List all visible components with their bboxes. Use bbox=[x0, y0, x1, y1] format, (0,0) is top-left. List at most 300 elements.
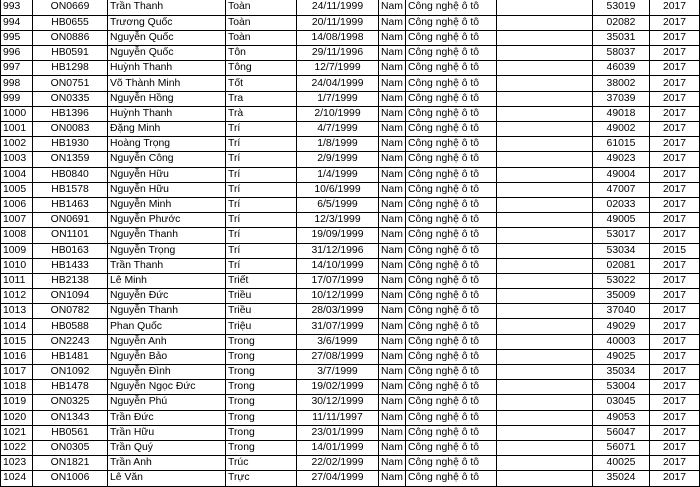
blank-cell-cell bbox=[497, 365, 593, 380]
major-cell: Công nghệ ô tô bbox=[406, 440, 497, 455]
blank-cell-cell bbox=[497, 319, 593, 334]
birth-date-cell: 29/11/1996 bbox=[297, 46, 379, 61]
code-cell: 03045 bbox=[593, 395, 650, 410]
code-cell: 49002 bbox=[593, 122, 650, 137]
birth-date-cell: 22/02/1999 bbox=[297, 456, 379, 471]
blank-cell-cell bbox=[497, 334, 593, 349]
given-name-cell: Trong bbox=[226, 365, 297, 380]
birth-date-cell: 19/02/1999 bbox=[297, 380, 379, 395]
family-name-cell: Trần Đức bbox=[108, 410, 226, 425]
blank-cell-cell bbox=[497, 456, 593, 471]
row-number-cell: 1017 bbox=[1, 365, 33, 380]
family-name-cell: Huỳnh Thanh bbox=[108, 106, 226, 121]
student-id-cell: ON0751 bbox=[33, 76, 108, 91]
table-body bbox=[1, 0, 700, 486]
table-row bbox=[1, 380, 700, 395]
table-row bbox=[1, 304, 700, 319]
year-cell: 2017 bbox=[650, 289, 700, 304]
table-row bbox=[1, 349, 700, 364]
year-cell: 2017 bbox=[650, 76, 700, 91]
row-number-cell: 1005 bbox=[1, 182, 33, 197]
code-cell: 49053 bbox=[593, 410, 650, 425]
gender-cell: Nam bbox=[379, 197, 406, 212]
family-name-cell: Trần Hữu bbox=[108, 425, 226, 440]
row-number-cell: 1024 bbox=[1, 471, 33, 486]
family-name-cell: Nguyễn Quốc bbox=[108, 30, 226, 45]
row-number-cell: 1007 bbox=[1, 213, 33, 228]
year-cell: 2017 bbox=[650, 440, 700, 455]
gender-cell: Nam bbox=[379, 425, 406, 440]
major-cell: Công nghệ ô tô bbox=[406, 106, 497, 121]
family-name-cell: Lê Văn bbox=[108, 471, 226, 486]
family-name-cell: Trương Quốc bbox=[108, 15, 226, 30]
given-name-cell: Trí bbox=[226, 182, 297, 197]
given-name-cell: Trong bbox=[226, 334, 297, 349]
year-cell: 2017 bbox=[650, 167, 700, 182]
gender-cell: Nam bbox=[379, 410, 406, 425]
major-cell: Công nghệ ô tô bbox=[406, 349, 497, 364]
student-id-cell: ON0335 bbox=[33, 91, 108, 106]
blank-cell-cell bbox=[497, 273, 593, 288]
student-id-cell: HB2138 bbox=[33, 273, 108, 288]
table-row bbox=[1, 46, 700, 61]
birth-date-cell: 4/7/1999 bbox=[297, 122, 379, 137]
blank-cell-cell bbox=[497, 15, 593, 30]
student-id-cell: HB1298 bbox=[33, 61, 108, 76]
given-name-cell: Trực bbox=[226, 471, 297, 486]
birth-date-cell: 14/08/1998 bbox=[297, 30, 379, 45]
gender-cell: Nam bbox=[379, 334, 406, 349]
table-row bbox=[1, 122, 700, 137]
year-cell: 2017 bbox=[650, 456, 700, 471]
row-number-cell: 1010 bbox=[1, 258, 33, 273]
gender-cell: Nam bbox=[379, 228, 406, 243]
given-name-cell: Trong bbox=[226, 380, 297, 395]
year-cell: 2015 bbox=[650, 243, 700, 258]
year-cell: 2017 bbox=[650, 30, 700, 45]
year-cell: 2017 bbox=[650, 213, 700, 228]
student-id-cell: ON0325 bbox=[33, 395, 108, 410]
student-id-cell: ON1092 bbox=[33, 365, 108, 380]
code-cell: 56071 bbox=[593, 440, 650, 455]
table-row bbox=[1, 106, 700, 121]
blank-cell-cell bbox=[497, 76, 593, 91]
given-name-cell: Trong bbox=[226, 425, 297, 440]
table-row bbox=[1, 440, 700, 455]
family-name-cell: Nguyễn Minh bbox=[108, 197, 226, 212]
row-number-cell: 1001 bbox=[1, 122, 33, 137]
birth-date-cell: 28/03/1999 bbox=[297, 304, 379, 319]
student-id-cell: HB0840 bbox=[33, 167, 108, 182]
gender-cell: Nam bbox=[379, 76, 406, 91]
given-name-cell: Toàn bbox=[226, 0, 297, 15]
table-row bbox=[1, 30, 700, 45]
table-row bbox=[1, 273, 700, 288]
birth-date-cell: 10/6/1999 bbox=[297, 182, 379, 197]
family-name-cell: Nguyễn Đình bbox=[108, 365, 226, 380]
major-cell: Công nghệ ô tô bbox=[406, 15, 497, 30]
family-name-cell: Hoàng Trọng bbox=[108, 137, 226, 152]
row-number-cell: 1014 bbox=[1, 319, 33, 334]
year-cell: 2017 bbox=[650, 152, 700, 167]
blank-cell-cell bbox=[497, 91, 593, 106]
blank-cell-cell bbox=[497, 137, 593, 152]
code-cell: 02033 bbox=[593, 197, 650, 212]
row-number-cell: 1009 bbox=[1, 243, 33, 258]
blank-cell-cell bbox=[497, 471, 593, 486]
gender-cell: Nam bbox=[379, 0, 406, 15]
row-number-cell: 999 bbox=[1, 91, 33, 106]
blank-cell-cell bbox=[497, 243, 593, 258]
gender-cell: Nam bbox=[379, 273, 406, 288]
row-number-cell: 996 bbox=[1, 46, 33, 61]
year-cell: 2017 bbox=[650, 319, 700, 334]
major-cell: Công nghệ ô tô bbox=[406, 61, 497, 76]
code-cell: 35031 bbox=[593, 30, 650, 45]
code-cell: 61015 bbox=[593, 137, 650, 152]
code-cell: 53034 bbox=[593, 243, 650, 258]
code-cell: 49005 bbox=[593, 213, 650, 228]
birth-date-cell: 14/10/1999 bbox=[297, 258, 379, 273]
student-id-cell: ON1343 bbox=[33, 410, 108, 425]
major-cell: Công nghệ ô tô bbox=[406, 304, 497, 319]
year-cell: 2017 bbox=[650, 410, 700, 425]
given-name-cell: Trí bbox=[226, 228, 297, 243]
code-cell: 49029 bbox=[593, 319, 650, 334]
major-cell: Công nghệ ô tô bbox=[406, 243, 497, 258]
major-cell: Công nghệ ô tô bbox=[406, 137, 497, 152]
given-name-cell: Triết bbox=[226, 273, 297, 288]
table-row bbox=[1, 319, 700, 334]
birth-date-cell: 19/09/1999 bbox=[297, 228, 379, 243]
code-cell: 49018 bbox=[593, 106, 650, 121]
given-name-cell: Trà bbox=[226, 106, 297, 121]
gender-cell: Nam bbox=[379, 304, 406, 319]
family-name-cell: Phan Quốc bbox=[108, 319, 226, 334]
row-number-cell: 1012 bbox=[1, 289, 33, 304]
given-name-cell: Trí bbox=[226, 137, 297, 152]
gender-cell: Nam bbox=[379, 152, 406, 167]
student-id-cell: HB1930 bbox=[33, 137, 108, 152]
student-id-cell: HB0163 bbox=[33, 243, 108, 258]
gender-cell: Nam bbox=[379, 167, 406, 182]
family-name-cell: Lê Minh bbox=[108, 273, 226, 288]
code-cell: 53017 bbox=[593, 228, 650, 243]
family-name-cell: Nguyễn Quốc bbox=[108, 46, 226, 61]
table-row bbox=[1, 289, 700, 304]
blank-cell-cell bbox=[497, 213, 593, 228]
code-cell: 53004 bbox=[593, 380, 650, 395]
table-row bbox=[1, 471, 700, 486]
blank-cell-cell bbox=[497, 46, 593, 61]
row-number-cell: 1000 bbox=[1, 106, 33, 121]
row-number-cell: 994 bbox=[1, 15, 33, 30]
code-cell: 37040 bbox=[593, 304, 650, 319]
code-cell: 35024 bbox=[593, 471, 650, 486]
year-cell: 2017 bbox=[650, 258, 700, 273]
code-cell: 47007 bbox=[593, 182, 650, 197]
given-name-cell: Trong bbox=[226, 410, 297, 425]
row-number-cell: 1002 bbox=[1, 137, 33, 152]
gender-cell: Nam bbox=[379, 380, 406, 395]
major-cell: Công nghệ ô tô bbox=[406, 197, 497, 212]
given-name-cell: Triều bbox=[226, 304, 297, 319]
table-row bbox=[1, 243, 700, 258]
row-number-cell: 995 bbox=[1, 30, 33, 45]
major-cell: Công nghệ ô tô bbox=[406, 167, 497, 182]
gender-cell: Nam bbox=[379, 122, 406, 137]
student-id-cell: HB0591 bbox=[33, 46, 108, 61]
birth-date-cell: 17/07/1999 bbox=[297, 273, 379, 288]
code-cell: 02082 bbox=[593, 15, 650, 30]
gender-cell: Nam bbox=[379, 289, 406, 304]
major-cell: Công nghệ ô tô bbox=[406, 182, 497, 197]
family-name-cell: Nguyễn Phước bbox=[108, 213, 226, 228]
gender-cell: Nam bbox=[379, 365, 406, 380]
given-name-cell: Trí bbox=[226, 167, 297, 182]
birth-date-cell: 31/12/1996 bbox=[297, 243, 379, 258]
family-name-cell: Nguyễn Ngọc Đức bbox=[108, 380, 226, 395]
birth-date-cell: 14/01/1999 bbox=[297, 440, 379, 455]
student-id-cell: ON0669 bbox=[33, 0, 108, 15]
blank-cell-cell bbox=[497, 30, 593, 45]
student-id-cell: ON1094 bbox=[33, 289, 108, 304]
gender-cell: Nam bbox=[379, 456, 406, 471]
given-name-cell: Trong bbox=[226, 440, 297, 455]
code-cell: 56047 bbox=[593, 425, 650, 440]
year-cell: 2017 bbox=[650, 15, 700, 30]
year-cell: 2017 bbox=[650, 61, 700, 76]
table-row bbox=[1, 15, 700, 30]
family-name-cell: Nguyễn Thanh bbox=[108, 304, 226, 319]
row-number-cell: 1015 bbox=[1, 334, 33, 349]
given-name-cell: Trí bbox=[226, 122, 297, 137]
year-cell: 2017 bbox=[650, 122, 700, 137]
row-number-cell: 1016 bbox=[1, 349, 33, 364]
blank-cell-cell bbox=[497, 440, 593, 455]
birth-date-cell: 2/10/1999 bbox=[297, 106, 379, 121]
blank-cell-cell bbox=[497, 228, 593, 243]
gender-cell: Nam bbox=[379, 106, 406, 121]
given-name-cell: Toàn bbox=[226, 30, 297, 45]
family-name-cell: Nguyễn Bảo bbox=[108, 349, 226, 364]
major-cell: Công nghệ ô tô bbox=[406, 289, 497, 304]
year-cell: 2017 bbox=[650, 304, 700, 319]
major-cell: Công nghệ ô tô bbox=[406, 152, 497, 167]
blank-cell-cell bbox=[497, 106, 593, 121]
table-row bbox=[1, 410, 700, 425]
year-cell: 2017 bbox=[650, 106, 700, 121]
student-id-cell: ON1359 bbox=[33, 152, 108, 167]
year-cell: 2017 bbox=[650, 365, 700, 380]
given-name-cell: Trong bbox=[226, 395, 297, 410]
blank-cell-cell bbox=[497, 304, 593, 319]
table-row bbox=[1, 334, 700, 349]
gender-cell: Nam bbox=[379, 15, 406, 30]
given-name-cell: Triệu bbox=[226, 319, 297, 334]
family-name-cell: Trần Thanh bbox=[108, 258, 226, 273]
given-name-cell: Tốt bbox=[226, 76, 297, 91]
birth-date-cell: 6/5/1999 bbox=[297, 197, 379, 212]
row-number-cell: 1018 bbox=[1, 380, 33, 395]
blank-cell-cell bbox=[497, 197, 593, 212]
table-row bbox=[1, 182, 700, 197]
birth-date-cell: 10/12/1999 bbox=[297, 289, 379, 304]
table-row bbox=[1, 0, 700, 15]
family-name-cell: Nguyễn Trọng bbox=[108, 243, 226, 258]
gender-cell: Nam bbox=[379, 349, 406, 364]
code-cell: 40003 bbox=[593, 334, 650, 349]
major-cell: Công nghệ ô tô bbox=[406, 334, 497, 349]
year-cell: 2017 bbox=[650, 197, 700, 212]
birth-date-cell: 2/9/1999 bbox=[297, 152, 379, 167]
student-id-cell: HB1396 bbox=[33, 106, 108, 121]
major-cell: Công nghệ ô tô bbox=[406, 319, 497, 334]
blank-cell-cell bbox=[497, 152, 593, 167]
student-id-cell: HB0655 bbox=[33, 15, 108, 30]
given-name-cell: Trúc bbox=[226, 456, 297, 471]
given-name-cell: Tôn bbox=[226, 46, 297, 61]
given-name-cell: Trí bbox=[226, 197, 297, 212]
year-cell: 2017 bbox=[650, 137, 700, 152]
student-id-cell: HB0561 bbox=[33, 425, 108, 440]
row-number-cell: 1022 bbox=[1, 440, 33, 455]
year-cell: 2017 bbox=[650, 182, 700, 197]
gender-cell: Nam bbox=[379, 243, 406, 258]
student-id-cell: ON2243 bbox=[33, 334, 108, 349]
table-row bbox=[1, 91, 700, 106]
code-cell: 49023 bbox=[593, 152, 650, 167]
blank-cell-cell bbox=[497, 122, 593, 137]
blank-cell-cell bbox=[497, 0, 593, 15]
gender-cell: Nam bbox=[379, 258, 406, 273]
family-name-cell: Trần Thanh bbox=[108, 0, 226, 15]
code-cell: 35034 bbox=[593, 365, 650, 380]
student-id-cell: HB1481 bbox=[33, 349, 108, 364]
row-number-cell: 1013 bbox=[1, 304, 33, 319]
birth-date-cell: 1/4/1999 bbox=[297, 167, 379, 182]
student-id-cell: HB0588 bbox=[33, 319, 108, 334]
row-number-cell: 1006 bbox=[1, 197, 33, 212]
student-id-cell: ON0886 bbox=[33, 30, 108, 45]
major-cell: Công nghệ ô tô bbox=[406, 91, 497, 106]
table-row bbox=[1, 395, 700, 410]
row-number-cell: 1003 bbox=[1, 152, 33, 167]
blank-cell-cell bbox=[497, 395, 593, 410]
birth-date-cell: 24/04/1999 bbox=[297, 76, 379, 91]
code-cell: 53019 bbox=[593, 0, 650, 15]
birth-date-cell: 20/11/1999 bbox=[297, 15, 379, 30]
family-name-cell: Võ Thành Minh bbox=[108, 76, 226, 91]
gender-cell: Nam bbox=[379, 137, 406, 152]
given-name-cell: Triều bbox=[226, 289, 297, 304]
family-name-cell: Trần Quý bbox=[108, 440, 226, 455]
year-cell: 2017 bbox=[650, 395, 700, 410]
birth-date-cell: 24/11/1999 bbox=[297, 0, 379, 15]
row-number-cell: 1021 bbox=[1, 425, 33, 440]
student-id-cell: ON1006 bbox=[33, 471, 108, 486]
major-cell: Công nghệ ô tô bbox=[406, 46, 497, 61]
blank-cell-cell bbox=[497, 349, 593, 364]
blank-cell-cell bbox=[497, 410, 593, 425]
major-cell: Công nghệ ô tô bbox=[406, 456, 497, 471]
code-cell: 38002 bbox=[593, 76, 650, 91]
table-row bbox=[1, 213, 700, 228]
year-cell: 2017 bbox=[650, 46, 700, 61]
birth-date-cell: 11/11/1997 bbox=[297, 410, 379, 425]
gender-cell: Nam bbox=[379, 319, 406, 334]
major-cell: Công nghệ ô tô bbox=[406, 471, 497, 486]
family-name-cell: Nguyễn Phú bbox=[108, 395, 226, 410]
major-cell: Công nghệ ô tô bbox=[406, 380, 497, 395]
row-number-cell: 1020 bbox=[1, 410, 33, 425]
birth-date-cell: 12/7/1999 bbox=[297, 61, 379, 76]
year-cell: 2017 bbox=[650, 349, 700, 364]
year-cell: 2017 bbox=[650, 425, 700, 440]
code-cell: 53022 bbox=[593, 273, 650, 288]
major-cell: Công nghệ ô tô bbox=[406, 0, 497, 15]
table-row bbox=[1, 167, 700, 182]
row-number-cell: 1004 bbox=[1, 167, 33, 182]
table-row bbox=[1, 456, 700, 471]
major-cell: Công nghệ ô tô bbox=[406, 30, 497, 45]
major-cell: Công nghệ ô tô bbox=[406, 410, 497, 425]
family-name-cell: Huỳnh Thanh bbox=[108, 61, 226, 76]
year-cell: 2017 bbox=[650, 91, 700, 106]
student-id-cell: HB1578 bbox=[33, 182, 108, 197]
gender-cell: Nam bbox=[379, 440, 406, 455]
birth-date-cell: 31/07/1999 bbox=[297, 319, 379, 334]
blank-cell-cell bbox=[497, 61, 593, 76]
row-number-cell: 1011 bbox=[1, 273, 33, 288]
gender-cell: Nam bbox=[379, 213, 406, 228]
given-name-cell: Toàn bbox=[226, 15, 297, 30]
given-name-cell: Trí bbox=[226, 152, 297, 167]
given-name-cell: Trí bbox=[226, 213, 297, 228]
family-name-cell: Nguyễn Hữu bbox=[108, 167, 226, 182]
gender-cell: Nam bbox=[379, 471, 406, 486]
birth-date-cell: 1/7/1999 bbox=[297, 91, 379, 106]
table-row bbox=[1, 258, 700, 273]
gender-cell: Nam bbox=[379, 91, 406, 106]
family-name-cell: Nguyễn Thanh bbox=[108, 228, 226, 243]
table-row bbox=[1, 152, 700, 167]
student-id-cell: ON1821 bbox=[33, 456, 108, 471]
given-name-cell: Tra bbox=[226, 91, 297, 106]
row-number-cell: 993 bbox=[1, 0, 33, 15]
blank-cell-cell bbox=[497, 167, 593, 182]
family-name-cell: Nguyễn Đức bbox=[108, 289, 226, 304]
table-row bbox=[1, 137, 700, 152]
major-cell: Công nghệ ô tô bbox=[406, 273, 497, 288]
family-name-cell: Nguyễn Hữu bbox=[108, 182, 226, 197]
row-number-cell: 997 bbox=[1, 61, 33, 76]
birth-date-cell: 27/08/1999 bbox=[297, 349, 379, 364]
blank-cell-cell bbox=[497, 182, 593, 197]
gender-cell: Nam bbox=[379, 30, 406, 45]
year-cell: 2017 bbox=[650, 334, 700, 349]
code-cell: 35009 bbox=[593, 289, 650, 304]
birth-date-cell: 3/6/1999 bbox=[297, 334, 379, 349]
year-cell: 2017 bbox=[650, 273, 700, 288]
table-row bbox=[1, 76, 700, 91]
table-row bbox=[1, 228, 700, 243]
blank-cell-cell bbox=[497, 425, 593, 440]
gender-cell: Nam bbox=[379, 395, 406, 410]
year-cell: 2017 bbox=[650, 228, 700, 243]
major-cell: Công nghệ ô tô bbox=[406, 258, 497, 273]
family-name-cell: Đặng Minh bbox=[108, 122, 226, 137]
